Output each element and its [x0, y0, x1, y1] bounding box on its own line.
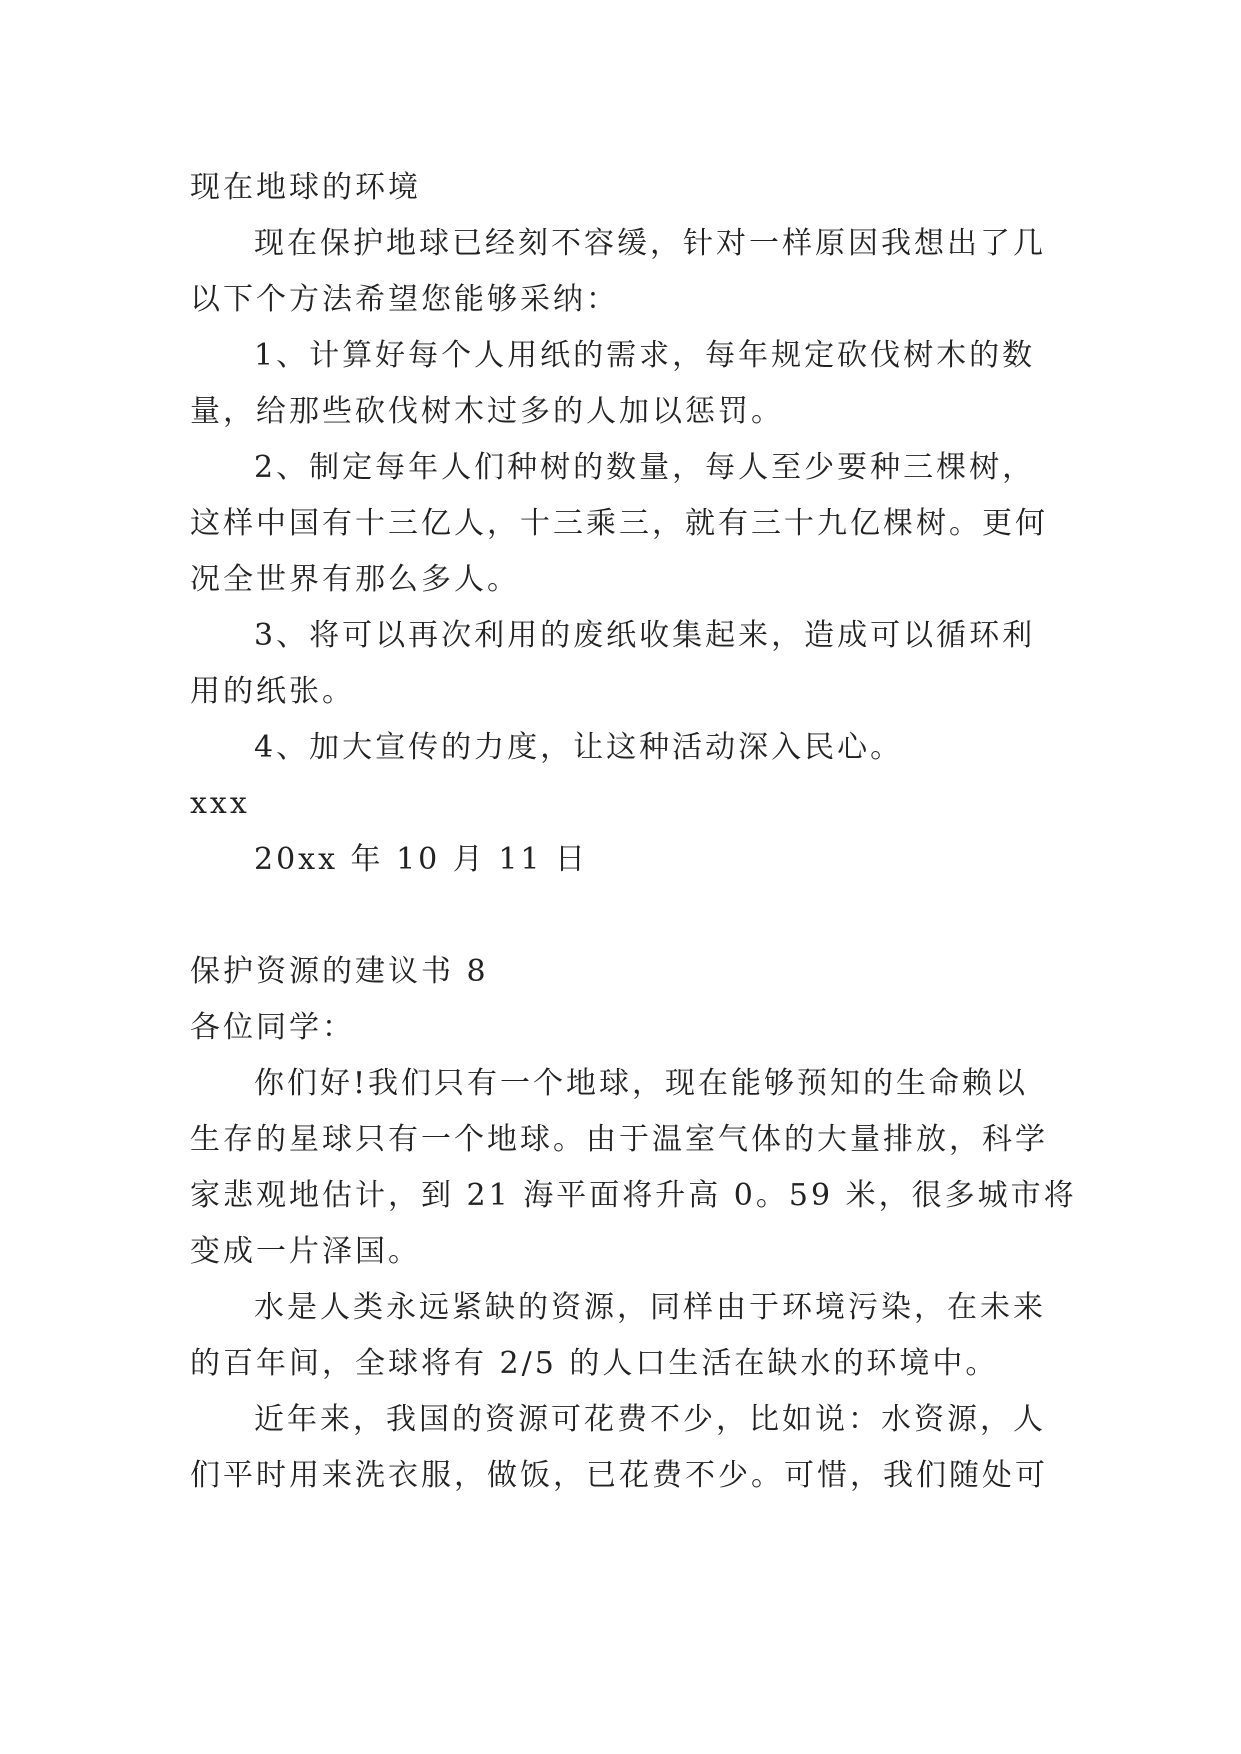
paragraph-line: 以下个方法希望您能够采纳：: [190, 282, 619, 317]
list-item: 4、加大宣传的力度，让这种活动深入民心。: [254, 730, 904, 765]
paragraph-line: 近年来，我国的资源可花费不少，比如说：水资源，人: [254, 1402, 1046, 1437]
date: 20xx 年 10 月 11 日: [254, 842, 589, 877]
paragraph-line: 这样中国有十三亿人，十三乘三，就有三十九亿棵树。更何: [190, 506, 1048, 541]
section-gap: [190, 888, 1052, 944]
paragraph-line: 变成一片泽国。: [190, 1234, 421, 1269]
paragraph-line: 况全世界有那么多人。: [190, 562, 520, 597]
paragraph-line: 现在保护地球已经刻不容缓，针对一样原因我想出了几: [254, 226, 1046, 261]
paragraph-line: 量，给那些砍伐树木过多的人加以惩罚。: [190, 394, 784, 429]
signature: xxx: [190, 786, 250, 821]
list-item: 2、制定每年人们种树的数量，每人至少要种三棵树，: [254, 450, 1036, 485]
paragraph-line: 生存的星球只有一个地球。由于温室气体的大量排放，科学: [190, 1122, 1048, 1157]
section-title: 现在地球的环境: [190, 170, 421, 205]
paragraph-line: 你们好!我们只有一个地球，现在能够预知的生命赖以: [254, 1066, 1029, 1101]
document-body: [190, 160, 1077, 1504]
paragraph-line: 用的纸张。: [190, 674, 355, 709]
paragraph-line: 家悲观地估计，到 21 海平面将升高 0。59 米，很多城市将: [190, 1178, 1077, 1213]
paragraph-line: 的百年间，全球将有 2/5 的人口生活在缺水的环境中。: [190, 1346, 999, 1381]
list-item: 3、将可以再次利用的废纸收集起来，造成可以循环利: [254, 618, 1036, 653]
section-title: 保护资源的建议书 8: [190, 954, 489, 989]
paragraph-line: 水是人类永远紧缺的资源，同样由于环境污染，在未来: [254, 1290, 1046, 1325]
list-item: 1、计算好每个人用纸的需求，每年规定砍伐树木的数: [254, 338, 1036, 373]
salutation: 各位同学：: [190, 1010, 355, 1045]
paragraph-line: 们平时用来洗衣服，做饭，已花费不少。可惜，我们随处可: [190, 1458, 1048, 1493]
